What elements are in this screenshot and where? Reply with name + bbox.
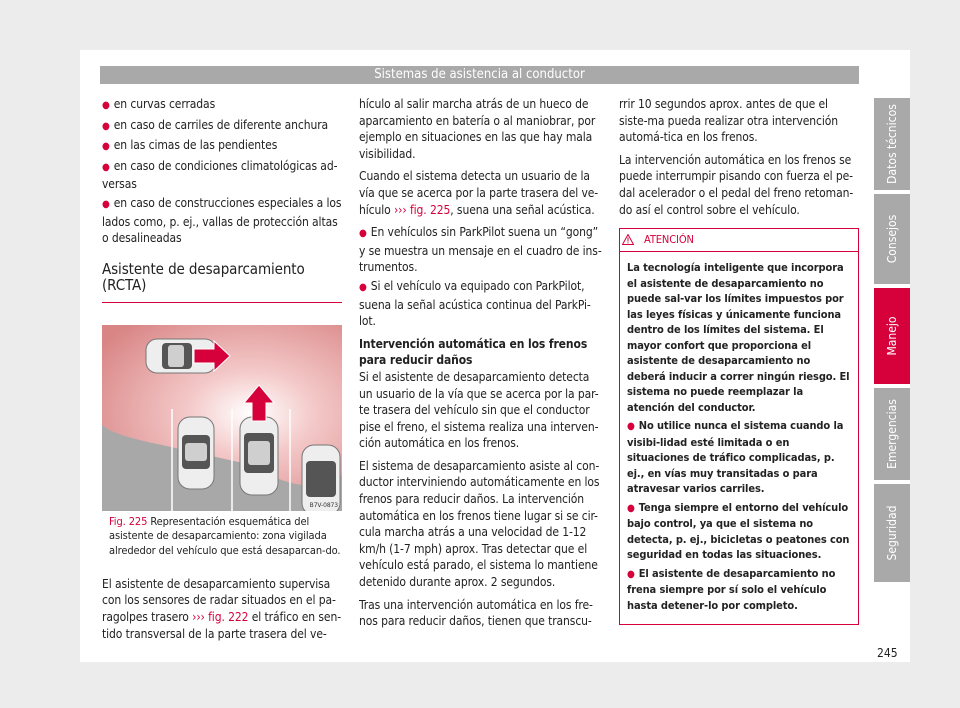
- list-item: ● En vehículos sin ParkPilot suena un “gong” y se muestra un mensaje en el cuadro de ins-trumentos.: [359, 225, 602, 275]
- paragraph: El asistente de desaparcamiento supervisa con los sensores de radar situados en el pa-ragolpes trasero ››› fig. 222 el tráfico en sen-tido transversal de la parte trasera del ve-: [102, 576, 341, 641]
- tab-datos-tecnicos[interactable]: Datos técnicos: [874, 98, 910, 190]
- subheading: Intervención automática en los frenos para reducir daños: [359, 336, 588, 368]
- tab-manejo[interactable]: Manejo: [874, 288, 910, 384]
- figure-link[interactable]: fig. 222: [208, 610, 249, 625]
- car-left: [178, 417, 214, 489]
- list-item: ● en curvas cerradas: [102, 97, 216, 111]
- column-2: [359, 96, 602, 636]
- bullet-icon: ●: [102, 120, 110, 132]
- bullet-icon: ●: [102, 161, 110, 173]
- figure-link[interactable]: fig. 225: [409, 202, 451, 217]
- warning-header: ATENCIÓN: [620, 229, 858, 252]
- bullet-icon: ●: [359, 281, 367, 293]
- tab-seguridad[interactable]: Seguridad: [874, 484, 910, 582]
- figure-caption: Fig. 225 Representación esquemática del asistente de desaparcamiento: zona vigilada alrededor del vehículo que está desaparcan-do.: [109, 514, 341, 557]
- list-item: ● en caso de condiciones climatológicas ad-versas: [102, 158, 338, 192]
- list-item: ● en caso de carriles de diferente anchura: [102, 117, 329, 132]
- bullet-icon: ●: [102, 198, 110, 210]
- list-item: ● en caso de construcciones especiales a los lados como, p. ej., vallas de protección altas o desalineadas: [102, 195, 342, 246]
- warning-box: [619, 228, 859, 625]
- paragraph: El sistema de desaparcamiento asiste al con-ductor interviniendo automáticamente en los frenos para reducir daños. La intervención automática en los frenos tiene lugar si se cir-cula marcha atrás a una velocidad de 1-12 km/h (1-7 mph) aprox. Tras detectar que el vehículo está parado, el sistema lo mantiene detenido durante aprox. 2 segundos.: [359, 458, 600, 590]
- column-3: [619, 96, 859, 625]
- paragraph: Cuando el sistema detecta un usuario de la vía que se acerca por la parte trasera del ve-hículo ››› fig. 225, suena una señal acústica.: [359, 169, 599, 217]
- chapter-tabs: [874, 98, 910, 586]
- bullet-icon: ●: [102, 100, 110, 111]
- car-middle: [240, 417, 278, 495]
- paragraph: Si el asistente de desaparcamiento detecta un usuario de la vía que se acerca por la par-te trasera del vehículo sin que el conductor pise el freno, el sistema realiza una interven-ción automática en los frenos.: [359, 369, 599, 451]
- rcta-figure: [102, 325, 342, 511]
- warning-triangle-icon: [622, 234, 634, 245]
- paragraph: hículo al salir marcha atrás de un hueco de aparcamiento en batería o al maniobrar, por ejemplo en situaciones en las que hay mala visibilidad.: [359, 97, 596, 161]
- bullet-icon: ●: [359, 228, 367, 240]
- bullet-icon: ●: [627, 568, 635, 580]
- list-item: ● Tenga siempre el entorno del vehículo bajo control, ya que el sistema no detecta, p. ej., bicicletas o peatones con seguridad en todas las situaciones.: [627, 500, 850, 562]
- bullet-icon: ●: [627, 421, 635, 433]
- warning-paragraph: La tecnología inteligente que incorpora el asistente de desaparcamiento no puede sal-var los límites impuestos por las leyes físicas y únicamente funciona dentro de los límites del sistema. El mayor confort que proporciona el asistente de desaparcamiento no deberá inducir a correr ningún riesgo. El sistema no puede reemplazar la atención del conductor.: [627, 261, 850, 414]
- svg-text:B7V-0873: B7V-0873: [309, 501, 338, 509]
- section-title: Asistente de desaparcamiento (RCTA): [102, 261, 342, 303]
- page-header: Sistemas de asistencia al conductor: [100, 66, 859, 84]
- list-item: ● en las cimas de las pendientes: [102, 138, 278, 153]
- list-item: ● No utilice nunca el sistema cuando la visibi-lidad esté limitada o en situaciones de tráfico complicadas, p. ej., en vías muy transitadas o para atravesar varios carriles.: [627, 419, 844, 496]
- rcta-illustration: [102, 325, 342, 511]
- list-item: ● Si el vehículo va equipado con ParkPilot, suena la señal acústica continua del ParkPi-lot.: [359, 278, 591, 329]
- column-1: [102, 96, 342, 648]
- bullet-icon: ●: [627, 502, 635, 514]
- paragraph: La intervención automática en los frenos se puede interrumpir pisando con fuerza el pe-dal acelerador o el pedal del freno retoman-do así el control sobre el vehículo.: [619, 152, 854, 217]
- page-number: 245: [877, 646, 898, 660]
- bullet-icon: ●: [102, 141, 110, 153]
- warning-body: [620, 252, 858, 624]
- paragraph: Tras una intervención automática en los fre-nos para reducir daños, tienen que transcu-: [359, 597, 593, 629]
- tab-consejos[interactable]: Consejos: [874, 194, 910, 284]
- paragraph: rrir 10 segundos aprox. antes de que el siste-ma pueda realizar otra intervención automá-tica en los frenos.: [619, 97, 839, 145]
- tab-emergencias[interactable]: Emergencias: [874, 388, 910, 480]
- list-item: ● El asistente de desaparcamiento no frena siempre por sí solo el vehículo hasta detener-lo por completo.: [627, 566, 836, 612]
